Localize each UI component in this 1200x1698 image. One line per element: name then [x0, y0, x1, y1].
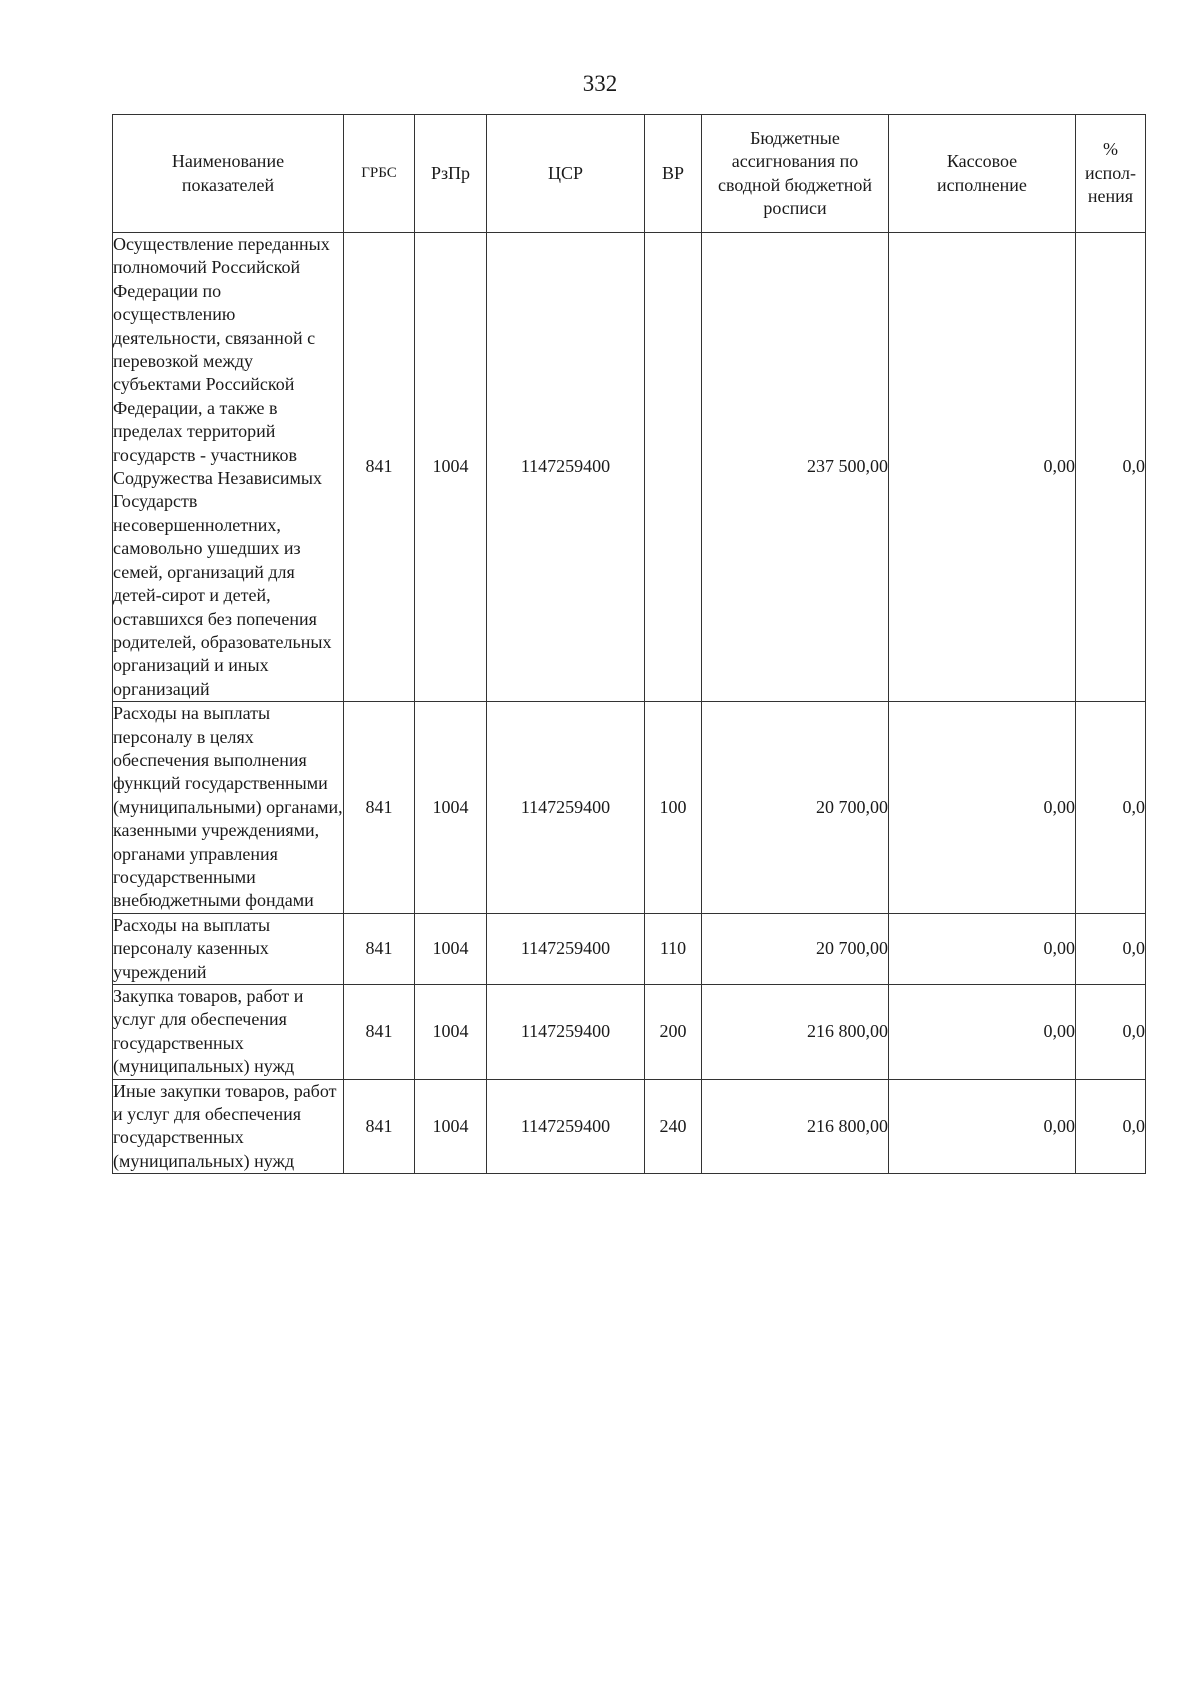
row-vr: 200 — [645, 985, 702, 1080]
header-rzpr: РзПр — [415, 115, 487, 233]
row-percent: 0,0 — [1076, 233, 1146, 702]
table-row — [113, 702, 1146, 914]
header-percent: % испол-нения — [1076, 115, 1146, 233]
row-csr: 1147259400 — [487, 702, 645, 914]
table-row — [113, 913, 1146, 984]
table-row — [113, 985, 1146, 1080]
row-allocations: 216 800,00 — [702, 985, 889, 1080]
row-grbs: 841 — [344, 233, 415, 702]
table-header-row — [113, 115, 1146, 233]
row-name: Расходы на выплаты персоналу казенных учреждений — [113, 913, 344, 984]
row-vr: 110 — [645, 913, 702, 984]
row-csr: 1147259400 — [487, 1079, 645, 1174]
row-csr: 1147259400 — [487, 233, 645, 702]
page-number: 332 — [582, 71, 618, 96]
row-grbs: 841 — [344, 985, 415, 1080]
row-cash: 0,00 — [889, 913, 1076, 984]
budget-table — [112, 114, 1146, 1174]
row-csr: 1147259400 — [487, 985, 645, 1080]
row-percent: 0,0 — [1076, 985, 1146, 1080]
row-cash: 0,00 — [889, 1079, 1076, 1174]
row-name: Иные закупки товаров, работ и услуг для обеспечения государственных (муниципальных) нужд — [113, 1079, 344, 1174]
row-percent: 0,0 — [1076, 702, 1146, 914]
row-vr: 240 — [645, 1079, 702, 1174]
row-name: Расходы на выплаты персоналу в целях обеспечения выполнения функций государственными (муниципальными) органами, казенными учреждениями, органами управления государственными внебюджетными фондами — [113, 702, 344, 914]
row-vr: 100 — [645, 702, 702, 914]
row-name: Осуществление переданных полномочий Российской Федерации по осуществлению деятельности, связанной с перевозкой между субъектами Российской Федерации, а также в пределах территорий государств - участников Содружества Независимых Государств несовершеннолетних, самовольно ушедших из семей, организаций для детей-сирот и детей, оставшихся без попечения родителей, образовательных организаций и иных организаций — [113, 233, 344, 702]
header-csr: ЦСР — [487, 115, 645, 233]
row-rzpr: 1004 — [415, 702, 487, 914]
row-name: Закупка товаров, работ и услуг для обеспечения государственных (муниципальных) нужд — [113, 985, 344, 1080]
row-vr — [645, 233, 702, 702]
header-name: Наименование показателей — [113, 115, 344, 233]
row-rzpr: 1004 — [415, 233, 487, 702]
row-cash: 0,00 — [889, 985, 1076, 1080]
header-allocations: Бюджетные ассигнования по сводной бюджетной росписи — [702, 115, 889, 233]
row-csr: 1147259400 — [487, 913, 645, 984]
row-grbs: 841 — [344, 702, 415, 914]
row-rzpr: 1004 — [415, 985, 487, 1080]
row-percent: 0,0 — [1076, 913, 1146, 984]
table-row — [113, 233, 1146, 702]
row-allocations: 216 800,00 — [702, 1079, 889, 1174]
header-vr: ВР — [645, 115, 702, 233]
row-cash: 0,00 — [889, 702, 1076, 914]
row-rzpr: 1004 — [415, 913, 487, 984]
row-grbs: 841 — [344, 1079, 415, 1174]
row-percent: 0,0 — [1076, 1079, 1146, 1174]
row-allocations: 237 500,00 — [702, 233, 889, 702]
row-allocations: 20 700,00 — [702, 913, 889, 984]
row-allocations: 20 700,00 — [702, 702, 889, 914]
row-grbs: 841 — [344, 913, 415, 984]
row-rzpr: 1004 — [415, 1079, 487, 1174]
header-grbs: ГРБС — [344, 115, 415, 233]
header-cash: Кассовое исполнение — [889, 115, 1076, 233]
table-row — [113, 1079, 1146, 1174]
row-cash: 0,00 — [889, 233, 1076, 702]
